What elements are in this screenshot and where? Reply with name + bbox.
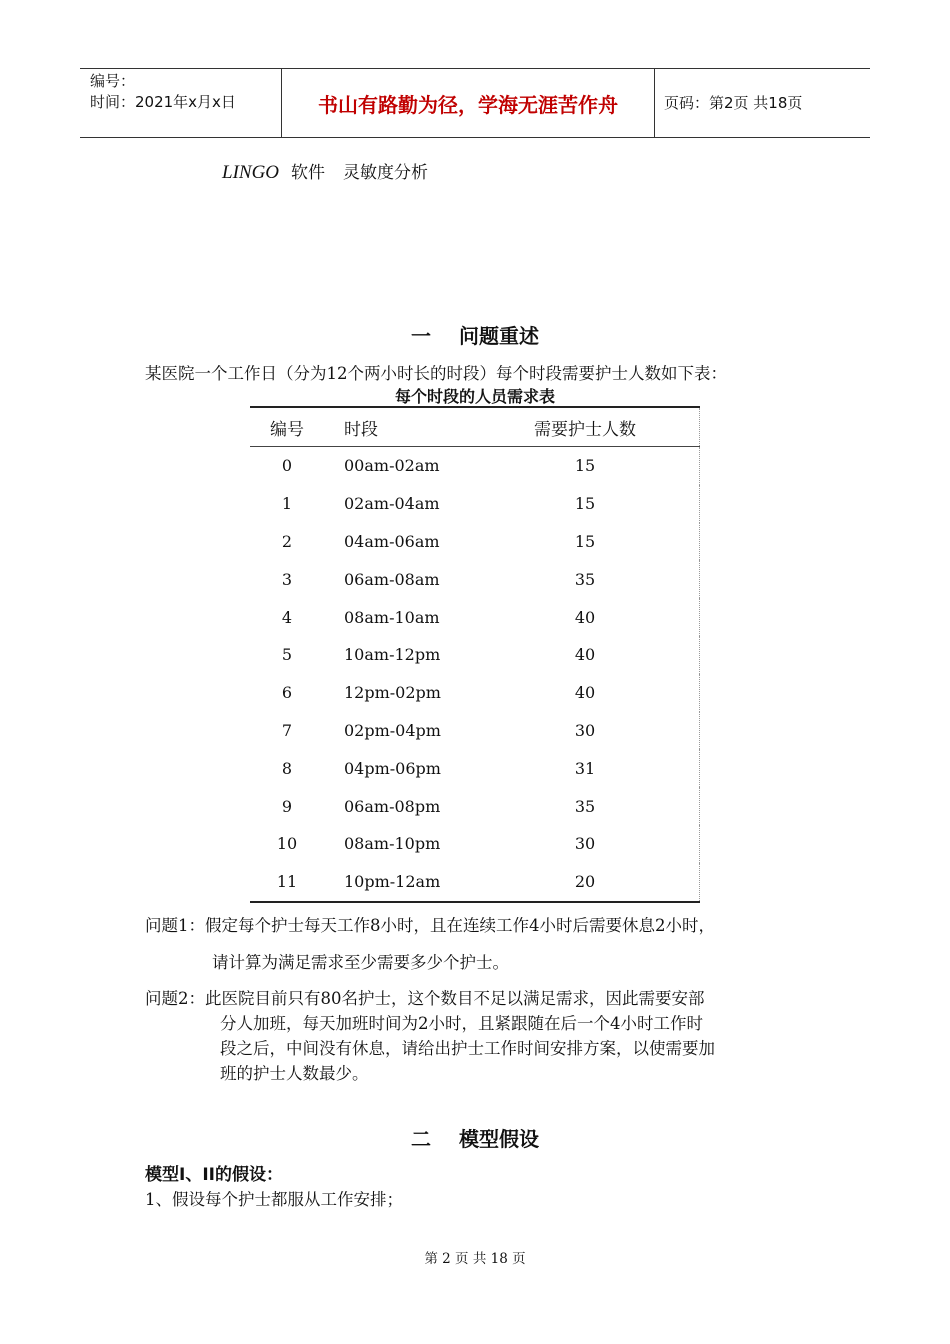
- date-label: 时间：2021年x月x日: [90, 93, 236, 111]
- row-number: 0: [281, 456, 293, 476]
- row-nurses: 40: [470, 636, 700, 674]
- header-meta: [90, 71, 236, 113]
- question-1-line-1: 问题1：假定每个护士每天工作8小时，且在连续工作4小时后需要休息2小时，: [145, 916, 715, 935]
- table-row: [250, 636, 700, 674]
- row-nurses: 40: [470, 598, 700, 636]
- table-caption: 每个时段的人员需求表: [394, 387, 555, 406]
- section-heading-2: [0, 1123, 950, 1152]
- row-nurses: 15: [470, 485, 700, 523]
- row-number: 7: [281, 720, 293, 740]
- table-row: [250, 598, 700, 636]
- row-nurses: 15: [470, 447, 700, 485]
- row-period: 06am-08am: [344, 569, 440, 589]
- row-period: 08am-10am: [344, 607, 440, 627]
- row-nurses: 20: [470, 863, 700, 902]
- row-nurses: 31: [470, 749, 700, 787]
- table-row: [250, 523, 700, 561]
- row-number: 10: [276, 834, 298, 854]
- keyword-software: 软件: [291, 163, 326, 183]
- row-number: 2: [281, 531, 293, 551]
- header-page-info: 页码：第2页 共18页: [664, 94, 803, 112]
- table-row: [250, 749, 700, 787]
- row-period: 10pm-12am: [344, 872, 441, 892]
- row-period: 08am-10pm: [344, 834, 441, 854]
- question-2-line-1: 问题2：此医院目前只有80名护士，这个数目不足以满足需求，因此需要安部: [145, 989, 705, 1008]
- page-footer: 第 2 页 共 18 页: [424, 1251, 526, 1267]
- assumption-item-1: 1、假设每个护士都服从工作安排；: [145, 1190, 403, 1209]
- column-header: 编号: [250, 407, 324, 447]
- row-nurses: 35: [470, 787, 700, 825]
- row-period: 02am-04am: [344, 494, 440, 514]
- row-number: 6: [281, 683, 293, 703]
- table-row: [250, 787, 700, 825]
- row-number: 1: [281, 494, 293, 514]
- row-period: 10am-12pm: [344, 645, 441, 665]
- row-nurses: 15: [470, 523, 700, 561]
- row-period: 04pm-06pm: [344, 758, 441, 778]
- row-number: 3: [281, 569, 293, 589]
- table-header-row: [250, 407, 700, 447]
- question-1-line-2: 请计算为满足需求至少需要多少个护士。: [212, 953, 509, 972]
- row-number: 4: [281, 607, 293, 627]
- row-nurses: 30: [470, 825, 700, 863]
- column-header: 需要护士人数: [470, 407, 700, 447]
- table-row: [250, 560, 700, 598]
- keywords-line: [222, 158, 428, 184]
- row-number: 11: [276, 872, 298, 892]
- intro-paragraph: 某医院一个工作日（分为12个两小时长的时段）每个时段需要护士人数如下表：: [145, 364, 727, 383]
- keyword-sensitivity: 灵敏度分析: [343, 163, 429, 183]
- row-nurses: 30: [470, 712, 700, 750]
- assumption-subheading: 模型I、II的假设：: [145, 1165, 283, 1185]
- nurse-demand-table: [250, 406, 700, 903]
- header-motto: 书山有路勤为径，学海无涯苦作舟: [318, 93, 618, 117]
- section-heading-1: [0, 320, 950, 349]
- column-header: 时段: [324, 407, 470, 447]
- row-nurses: 40: [470, 674, 700, 712]
- table-row: [250, 447, 700, 485]
- row-number: 5: [281, 645, 293, 665]
- row-period: 12pm-02pm: [344, 683, 441, 703]
- section-title: 问题重述: [459, 324, 539, 348]
- table-row: [250, 485, 700, 523]
- header-divider: [654, 69, 655, 137]
- table-row: [250, 674, 700, 712]
- section-number: 一: [411, 324, 431, 348]
- page-header: [80, 68, 870, 138]
- row-nurses: 35: [470, 560, 700, 598]
- question-2-line-3: 段之后，中间没有休息，请给出护士工作时间安排方案，以使需要加: [220, 1039, 715, 1058]
- serial-label: 编号：: [90, 72, 136, 90]
- row-period: 02pm-04pm: [344, 720, 441, 740]
- question-2-line-2: 分人加班，每天加班时间为2小时，且紧跟随在后一个4小时工作时: [220, 1014, 703, 1033]
- table-row: [250, 863, 700, 902]
- row-period: 04am-06am: [344, 531, 440, 551]
- table-row: [250, 825, 700, 863]
- table-body: [250, 447, 700, 902]
- table-row: [250, 712, 700, 750]
- section-title: 模型假设: [459, 1127, 539, 1151]
- section-number: 二: [411, 1127, 431, 1151]
- question-2-line-4: 班的护士人数最少。: [220, 1064, 369, 1083]
- row-period: 00am-02am: [344, 456, 440, 476]
- row-period: 06am-08pm: [344, 796, 441, 816]
- row-number: 8: [281, 758, 293, 778]
- row-number: 9: [281, 796, 293, 816]
- keyword-lingo: LINGO: [222, 162, 280, 183]
